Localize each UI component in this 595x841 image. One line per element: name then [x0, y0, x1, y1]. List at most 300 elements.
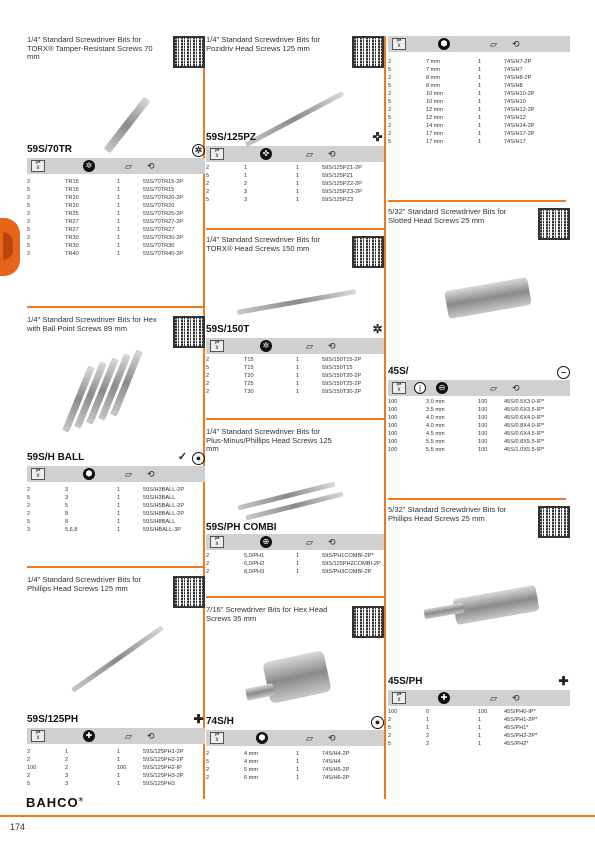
- column-divider: [384, 36, 386, 799]
- pack-quantity-cell: 100: [388, 399, 398, 405]
- pack-quantity-cell: 5: [27, 227, 31, 233]
- units-cell: 1: [478, 741, 482, 747]
- size-cell: 10 mm: [426, 91, 444, 97]
- pack-quantity-cell: 2: [27, 235, 31, 241]
- phillips-icon: ✚: [438, 692, 450, 704]
- pack-quantity-cell: 2: [388, 733, 392, 739]
- plus-minus-icon: ⊕: [260, 536, 272, 548]
- size-table: [206, 356, 384, 396]
- units-cell: 1: [478, 67, 482, 73]
- pack-quantity-cell: 100: [388, 407, 398, 413]
- section-separator: [27, 566, 205, 568]
- units-cell: 1: [478, 59, 482, 65]
- pack-quantity-cell: 5: [206, 365, 210, 371]
- pack-quantity-cell: 2: [206, 767, 210, 773]
- pack-quantity-icon: ⇌ x: [210, 148, 224, 160]
- table-row: [388, 130, 566, 138]
- table-header: [27, 466, 205, 482]
- size-cell: 14 mm: [426, 123, 444, 129]
- units-cell: 1: [478, 75, 482, 81]
- article-number-cell: 59S/150T20-2P: [322, 373, 362, 379]
- pack-quantity-cell: 2: [27, 757, 31, 763]
- article-number-cell: 74S/H8-2P: [504, 75, 532, 81]
- pack-quantity-cell: 2: [206, 381, 210, 387]
- article-number-cell: 74S/H12: [504, 115, 526, 121]
- units-cell: 100: [478, 423, 488, 429]
- size-table: [388, 708, 566, 748]
- package-icon: ▱: [306, 149, 313, 159]
- table-row: [388, 446, 566, 454]
- article-number-cell: 59S/125PH3-2P: [143, 773, 184, 779]
- article-number-cell: 59S/125PZ1: [322, 173, 354, 179]
- bit-image: [104, 97, 151, 154]
- qr-code: [173, 576, 205, 608]
- table-header: [388, 36, 570, 52]
- product-code: 59S/70TR: [27, 144, 73, 155]
- phillips-icon: ✚: [558, 674, 569, 688]
- pack-quantity-cell: 5: [388, 139, 392, 145]
- product-block-45s: [388, 207, 570, 453]
- table-row: [206, 774, 384, 782]
- article-number-cell: 74S/H17-2P: [504, 131, 535, 137]
- pack-quantity-cell: 5: [388, 115, 392, 121]
- block-title: 1/4" Standard Screwdriver Bits for Pozidriv Head Screws 125 mm: [206, 35, 321, 53]
- article-number-cell: 59S/150T30-2P: [322, 389, 362, 395]
- units-cell: 1: [478, 83, 482, 89]
- size-cell: TR15: [65, 179, 79, 185]
- size-cell: 2: [426, 741, 430, 747]
- article-number-cell: 59S/150T15: [322, 365, 353, 371]
- package-icon: ▱: [306, 341, 313, 351]
- section-separator: [388, 200, 566, 202]
- package-icon: ▱: [306, 537, 313, 547]
- pack-quantity-cell: 2: [388, 59, 392, 65]
- size-cell: TR30: [65, 235, 79, 241]
- qr-code: [352, 606, 384, 638]
- units-cell: 1: [117, 227, 121, 233]
- table-row: [388, 138, 566, 146]
- product-code: 59S/125PZ: [206, 132, 257, 143]
- units-cell: 1: [117, 235, 121, 241]
- pack-quantity-cell: 2: [206, 165, 210, 171]
- product-code: 45S/PH: [388, 676, 423, 687]
- pack-quantity-icon: ⇌ x: [210, 732, 224, 744]
- product-block-74s-h: [206, 605, 384, 781]
- table-row: [27, 242, 205, 250]
- units-cell: 1: [296, 357, 300, 363]
- article-number-cell: 45S/0.8X5.5-IP*: [504, 439, 545, 445]
- block-title: 7/16" Screwdriver Bits for Hex Head Screws 35 mm: [206, 605, 328, 623]
- table-row: [27, 250, 205, 258]
- pack-quantity-cell: 2: [27, 749, 31, 755]
- size-cell: 3: [65, 781, 69, 787]
- table-row: [206, 172, 384, 180]
- article-number-cell: 59S/125PZ1-2P: [322, 165, 362, 171]
- pack-quantity-cell: 2: [27, 251, 31, 257]
- units-cell: 1: [296, 751, 300, 757]
- table-header: [388, 380, 570, 396]
- units-cell: 1: [117, 219, 121, 225]
- article-code-icon: ⟲: [147, 731, 155, 741]
- product-code: 59S/H BALL: [27, 452, 85, 463]
- size-cell: 0: [426, 709, 430, 715]
- size-cell: 7 mm: [426, 67, 440, 73]
- size-cell: 4 mm: [244, 751, 258, 757]
- table-row: [206, 766, 384, 774]
- pack-quantity-cell: 2: [206, 751, 210, 757]
- table-row: [388, 430, 566, 438]
- article-number-cell: 45S/0.6X3.5-IP*: [504, 407, 545, 413]
- section-separator: [206, 596, 384, 598]
- units-cell: 1: [117, 527, 121, 533]
- pack-quantity-cell: 2: [388, 131, 392, 137]
- phillips-icon: ✚: [193, 712, 204, 726]
- units-cell: 1: [296, 759, 300, 765]
- units-cell: 1: [296, 389, 300, 395]
- size-cell: 3: [65, 495, 69, 501]
- package-icon: ▱: [125, 731, 132, 741]
- table-row: [27, 780, 205, 788]
- units-cell: 100: [478, 407, 488, 413]
- product-code: 59S/150T: [206, 324, 250, 335]
- table-header: [206, 534, 384, 550]
- article-number-cell: 59S/70TR15: [143, 187, 175, 193]
- pack-quantity-cell: 2: [27, 179, 31, 185]
- article-number-cell: 59S/HBALL-3P: [143, 527, 181, 533]
- size-cell: 3.5 mm: [426, 407, 445, 413]
- size-cell: TR15: [65, 187, 79, 193]
- units-cell: 1: [296, 365, 300, 371]
- product-block-45s-ph: [388, 505, 570, 747]
- article-number-cell: 74S/H4-2P: [322, 751, 350, 757]
- size-cell: 5: [65, 503, 69, 509]
- article-number-cell: 59S/70TR30: [143, 243, 175, 249]
- section-separator: [206, 418, 384, 420]
- size-cell: 1: [426, 725, 430, 731]
- block-title: 1/4" Standard Screwdriver Bits for Plus-Minus/Phillips Head Screws 125 mm: [206, 427, 332, 454]
- size-table: [388, 398, 566, 454]
- pack-quantity-cell: 5: [388, 99, 392, 105]
- units-cell: 1: [478, 733, 482, 739]
- product-code: 59S/125PH: [27, 714, 79, 725]
- units-cell: 1: [117, 243, 121, 249]
- pack-quantity-cell: 5: [206, 173, 210, 179]
- product-code: 74S/H: [206, 716, 234, 727]
- article-number-cell: 74S/H14-2P: [504, 123, 535, 129]
- size-cell: 4.0 mm: [426, 423, 445, 429]
- size-cell: TR30: [65, 243, 79, 249]
- pack-quantity-cell: 2: [206, 569, 210, 575]
- article-number-cell: 59S/70TR15-2P: [143, 179, 184, 185]
- units-cell: 1: [478, 107, 482, 113]
- size-table: [27, 486, 205, 534]
- article-code-icon: ⟲: [328, 341, 336, 351]
- size-cell: 1: [244, 173, 248, 179]
- pack-quantity-cell: 2: [27, 773, 31, 779]
- units-cell: 1: [478, 717, 482, 723]
- table-row: [388, 74, 566, 82]
- size-cell: 5,6,8: [65, 527, 78, 533]
- units-cell: 100: [478, 439, 488, 445]
- torx-tr-icon: ✲: [192, 144, 205, 157]
- article-code-icon: ⟲: [512, 383, 520, 393]
- size-cell: 12 mm: [426, 107, 444, 113]
- package-icon: ▱: [490, 383, 497, 393]
- hex-icon: ⬢: [256, 732, 268, 744]
- units-cell: 100: [478, 447, 488, 453]
- units-cell: 1: [296, 569, 300, 575]
- pack-quantity-cell: 100: [388, 439, 398, 445]
- size-cell: T30: [244, 389, 254, 395]
- pack-quantity-cell: 2: [206, 775, 210, 781]
- pack-quantity-icon: ⇌ x: [31, 468, 45, 480]
- block-title: 1/4" Standard Screwdriver Bits for TORX® Head Screws 150 mm: [206, 235, 321, 253]
- article-number-cell: 74S/H8: [504, 83, 523, 89]
- pack-quantity-cell: 5: [27, 519, 31, 525]
- bit-image: [452, 585, 539, 625]
- footer-line: [0, 815, 595, 817]
- size-cell: TR20: [65, 203, 79, 209]
- pack-quantity-icon: ⇌ x: [392, 382, 406, 394]
- hex-icon: ●: [371, 716, 384, 729]
- article-number-cell: 59S/70TR20: [143, 203, 175, 209]
- pack-quantity-cell: 2: [206, 373, 210, 379]
- article-code-icon: ⟲: [328, 733, 336, 743]
- units-cell: 1: [117, 195, 121, 201]
- table-row: [388, 438, 566, 446]
- product-block-59s-125ph: [27, 575, 205, 787]
- table-row: [27, 210, 205, 218]
- table-header: [206, 338, 384, 354]
- size-cell: T25: [244, 381, 254, 387]
- article-number-cell: 59S/125PZ2-2P: [322, 181, 362, 187]
- product-block-59s-h-ball: [27, 315, 205, 533]
- torx-icon: ✲: [372, 322, 383, 336]
- pack-quantity-cell: 2: [206, 389, 210, 395]
- article-number-cell: 45S/PH1*: [504, 725, 529, 731]
- qr-code: [352, 36, 384, 68]
- brand-logo: BAHCO®: [26, 795, 85, 810]
- size-cell: 8: [65, 519, 69, 525]
- table-row: [388, 724, 566, 732]
- table-row: [206, 560, 384, 568]
- pack-quantity-cell: 100: [388, 415, 398, 421]
- size-cell: 4.0 mm: [426, 415, 445, 421]
- table-row: [27, 748, 205, 756]
- units-cell: 1: [478, 123, 482, 129]
- article-number-cell: 45S/0.8X4.0-IP*: [504, 423, 545, 429]
- size-cell: 8,0/PH3: [244, 569, 265, 575]
- article-code-icon: ⟲: [512, 39, 520, 49]
- units-cell: 1: [296, 561, 300, 567]
- table-row: [206, 164, 384, 172]
- qr-code: [538, 506, 570, 538]
- table-header: [27, 158, 205, 174]
- torx-tr-icon: ✲: [83, 160, 95, 172]
- size-table: [27, 178, 205, 258]
- size-cell: T15: [244, 357, 254, 363]
- pack-quantity-icon: ⇌ x: [392, 38, 406, 50]
- bit-image: [262, 650, 331, 704]
- article-number-cell: 59S/125PH1-2P: [143, 749, 184, 755]
- size-cell: 2: [65, 765, 69, 771]
- section-tab-marker: [0, 218, 20, 276]
- article-number-cell: 45S/0.5X3.0-IP*: [504, 399, 545, 405]
- size-cell: 12 mm: [426, 115, 444, 121]
- pack-quantity-cell: 100: [388, 423, 398, 429]
- table-row: [27, 202, 205, 210]
- pack-quantity-cell: 2: [27, 219, 31, 225]
- block-title: 1/4" Standard Screwdriver Bits for Hex with Ball Point Screws 89 mm: [27, 315, 157, 333]
- pack-quantity-cell: 2: [27, 487, 31, 493]
- pack-quantity-cell: 2: [206, 181, 210, 187]
- size-cell: 5 mm: [244, 767, 258, 773]
- units-cell: 1: [296, 165, 300, 171]
- size-cell: 3.0 mm: [426, 399, 445, 405]
- article-number-cell: 74S/H7-2P: [504, 59, 532, 65]
- units-cell: 1: [117, 211, 121, 217]
- units-cell: 1: [117, 773, 121, 779]
- pack-quantity-icon: ⇌ x: [31, 160, 45, 172]
- table-row: [27, 226, 205, 234]
- article-number-cell: 59S/H3BALL-2P: [143, 487, 185, 493]
- units-cell: 1: [117, 251, 121, 257]
- pack-quantity-cell: 100: [388, 447, 398, 453]
- units-cell: 1: [296, 553, 300, 559]
- table-row: [388, 398, 566, 406]
- article-number-cell: 59S/PH3COMBI-2P: [322, 569, 372, 575]
- article-number-cell: 59S/PH1COMBI-2P*: [322, 553, 374, 559]
- units-cell: 1: [296, 197, 300, 203]
- brand-name: BAHCO: [26, 795, 79, 810]
- table-row: [206, 188, 384, 196]
- table-row: [388, 58, 566, 66]
- table-row: [206, 356, 384, 364]
- article-number-cell: 59S/70TR27: [143, 227, 175, 233]
- slot-width-icon: |: [414, 382, 426, 394]
- units-cell: 100: [478, 399, 488, 405]
- product-block-59s-150t: [206, 235, 384, 395]
- pack-quantity-cell: 5: [388, 67, 392, 73]
- table-row: [206, 196, 384, 204]
- bit-image: [237, 289, 356, 315]
- table-header: [27, 728, 205, 744]
- table-row: [27, 518, 205, 526]
- article-number-cell: 59S/H8BALL: [143, 519, 176, 525]
- article-code-icon: ⟲: [147, 161, 155, 171]
- units-cell: 1: [117, 179, 121, 185]
- size-cell: 17 mm: [426, 131, 444, 137]
- pack-quantity-cell: 5: [27, 495, 31, 501]
- units-cell: 1: [478, 91, 482, 97]
- pack-quantity-cell: 5: [206, 759, 210, 765]
- size-cell: 1: [244, 165, 248, 171]
- product-code: 59S/PH COMBI: [206, 522, 277, 533]
- article-number-cell: 59S/H5BALL-2P: [143, 503, 185, 509]
- pack-quantity-cell: 5: [27, 203, 31, 209]
- package-icon: ▱: [125, 161, 132, 171]
- hex-icon: ●: [192, 452, 205, 465]
- table-row: [388, 422, 566, 430]
- phillips-icon: ✚: [83, 730, 95, 742]
- pack-quantity-cell: 5: [206, 197, 210, 203]
- size-cell: 8 mm: [426, 83, 440, 89]
- table-row: [206, 568, 384, 576]
- product-code: 45S/: [388, 366, 409, 377]
- size-cell: 5.5 mm: [426, 439, 445, 445]
- units-cell: 100: [478, 415, 488, 421]
- size-cell: 2: [65, 757, 69, 763]
- table-row: [27, 772, 205, 780]
- article-number-cell: 59S/H8BALL-2P: [143, 511, 185, 517]
- units-cell: 1: [117, 757, 121, 763]
- pack-quantity-cell: 100: [388, 709, 398, 715]
- size-cell: T15: [244, 365, 254, 371]
- article-number-cell: 59S/70TR27-2P: [143, 219, 184, 225]
- pack-quantity-cell: 2: [206, 553, 210, 559]
- hex-icon: ⬢: [83, 468, 95, 480]
- units-cell: 1: [117, 487, 121, 493]
- table-row: [388, 406, 566, 414]
- section-separator: [388, 498, 566, 500]
- table-row: [27, 764, 205, 772]
- section-separator: [206, 228, 384, 230]
- article-number-cell: 59S/70TR20-2P: [143, 195, 184, 201]
- article-number-cell: 59S/70TR40-2P: [143, 251, 184, 257]
- table-row: [388, 732, 566, 740]
- pack-quantity-cell: 3: [27, 527, 31, 533]
- article-number-cell: 59S/70TR25-2P: [143, 211, 184, 217]
- article-number-cell: 45S/PH2-2P*: [504, 733, 538, 739]
- pack-quantity-cell: 2: [27, 511, 31, 517]
- pack-quantity-cell: 2: [388, 107, 392, 113]
- article-number-cell: 74S/H12-2P: [504, 107, 535, 113]
- bit-image: [444, 277, 532, 319]
- page-number: 174: [10, 822, 26, 832]
- table-row: [27, 486, 205, 494]
- table-row: [206, 372, 384, 380]
- slotted-icon: ⊖: [436, 382, 448, 394]
- size-cell: TR27: [65, 219, 79, 225]
- units-cell: 1: [117, 495, 121, 501]
- table-header: [388, 690, 570, 706]
- size-cell: T20: [244, 373, 254, 379]
- units-cell: 1: [478, 139, 482, 145]
- units-cell: 1: [478, 99, 482, 105]
- slotted-icon: –: [557, 366, 570, 379]
- table-row: [388, 708, 566, 716]
- pack-quantity-icon: ⇌ x: [210, 536, 224, 548]
- article-number-cell: 59S/70TR30-2P: [143, 235, 184, 241]
- pack-quantity-cell: 2: [206, 357, 210, 363]
- table-row: [27, 218, 205, 226]
- units-cell: 1: [117, 749, 121, 755]
- table-row: [206, 364, 384, 372]
- size-cell: 3: [244, 197, 248, 203]
- article-number-cell: 45S/1.0X5.5-IP*: [504, 447, 545, 453]
- table-header: [206, 730, 384, 746]
- size-cell: 1: [426, 717, 430, 723]
- size-table: [206, 750, 384, 782]
- pack-quantity-cell: 2: [206, 561, 210, 567]
- package-icon: ▱: [490, 39, 497, 49]
- qr-code: [173, 36, 205, 68]
- table-row: [206, 552, 384, 560]
- table-row: [27, 234, 205, 242]
- article-number-cell: 59S/125PZ3-2P: [322, 189, 362, 195]
- pack-quantity-cell: 2: [388, 123, 392, 129]
- hex-icon: ⬢: [438, 38, 450, 50]
